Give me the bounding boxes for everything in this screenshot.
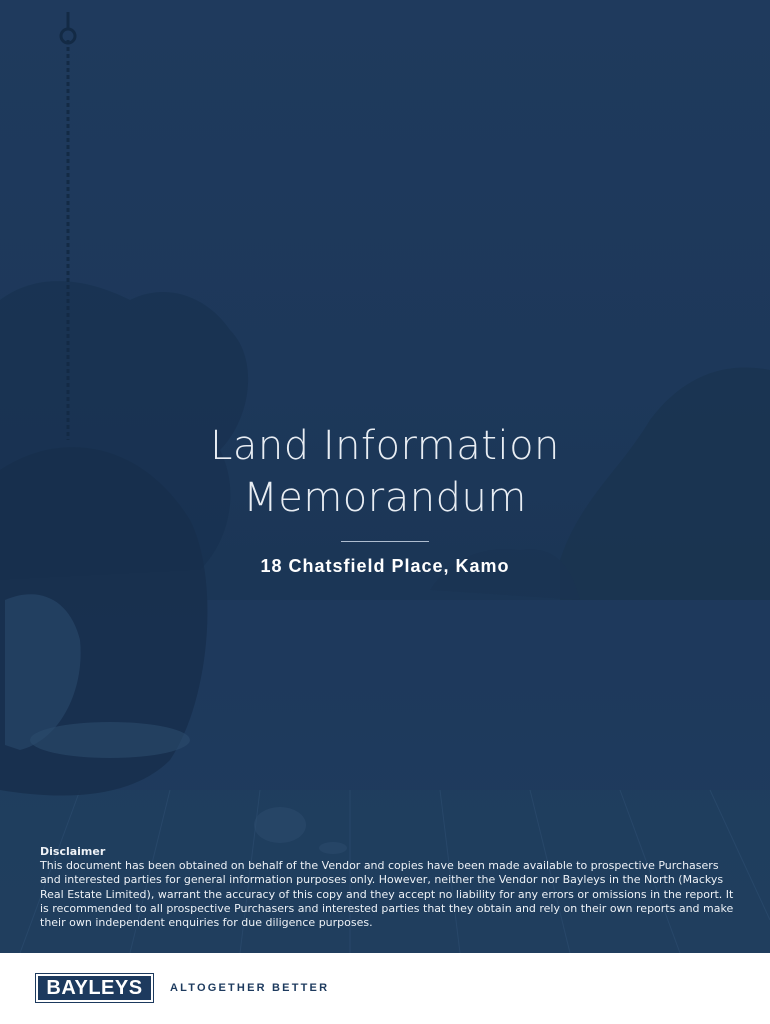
title-divider [341,541,429,542]
page-title [0,420,770,524]
disclaimer-text: This document has been obtained on behalf of the Vendor and copies have been made available to prospective Purchasers and interested parties for general information purposes only. However, neither the Vendor nor Bayleys in the North (Mackys Real Estate Limited), warrant the accuracy of this copy and they accept no liability for any errors or omissions in the report. It is recommended to all prospective Purchasers and interested parties that they obtain and rely on their own reports and make their own independent enquiries for due diligence purposes. [40,859,734,930]
disclaimer-block [40,845,740,930]
logo-text: BAYLEYS [46,977,143,999]
disclaimer-heading: Disclaimer [40,845,106,858]
title-line-1: Land Information [210,423,560,469]
bayleys-logo [36,974,153,1002]
title-line-2: Memorandum [243,475,527,521]
brand-tagline: ALTOGETHER BETTER [170,982,330,994]
property-address: 18 Chatsfield Place, Kamo [260,556,510,576]
